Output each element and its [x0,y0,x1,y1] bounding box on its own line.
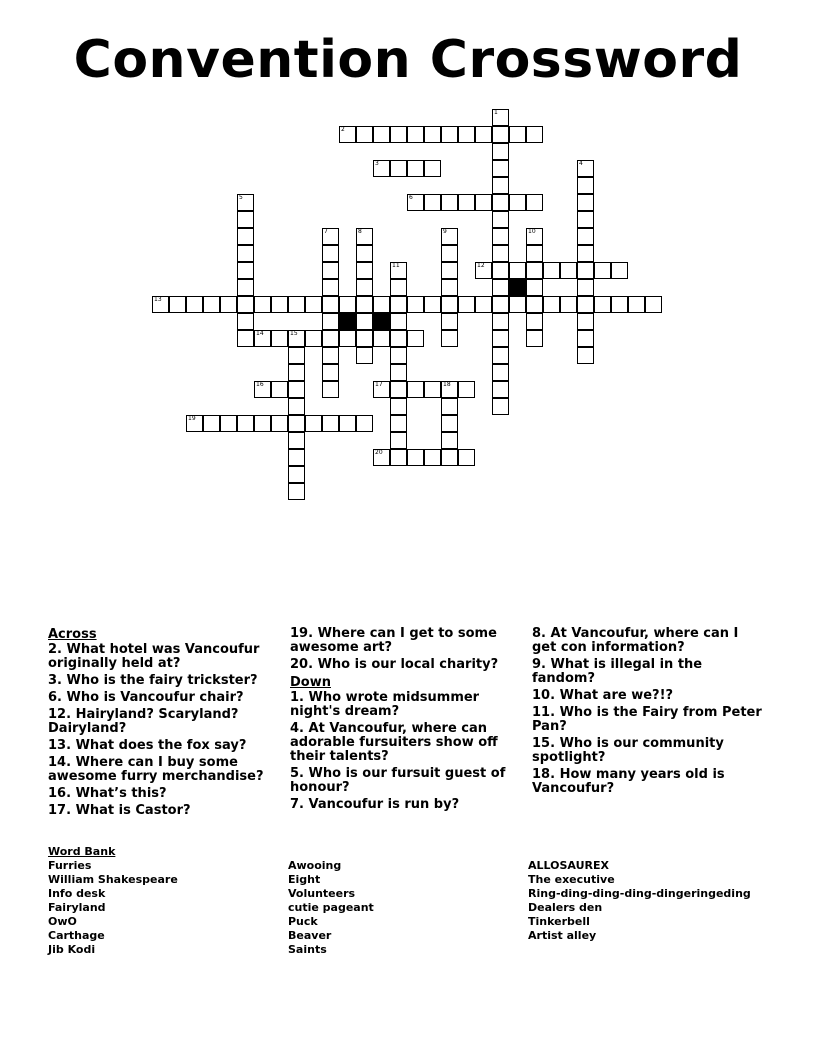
clue-number: 12 [477,262,485,269]
grid-cell[interactable] [305,415,322,432]
grid-cell[interactable] [237,228,254,245]
grid-cell[interactable] [305,296,322,313]
grid-cell[interactable] [492,398,509,415]
word-bank-entry: Fairyland [48,901,106,914]
clue-number: 7 [324,228,328,235]
grid-cell[interactable] [560,296,577,313]
clue-item [532,689,764,703]
grid-cell[interactable] [441,262,458,279]
grid-cell[interactable] [441,126,458,143]
clue-item [290,722,522,764]
clues-column-2 [290,627,522,815]
clue-text: At Vancoufur, where can I get con information? [532,626,739,655]
word-bank-column-1 [48,859,178,957]
clue-text: Who is the fairy trickster? [66,673,258,688]
word-bank-entry: Jib Kodi [48,943,96,956]
clue-text: Where can I buy some awesome furry merchandise? [48,755,264,784]
clue-number-label: 11. [532,705,560,720]
clue-number-label: 8. [532,626,551,641]
grid-cell[interactable] [577,279,594,296]
grid-cell[interactable] [237,313,254,330]
grid-cell[interactable] [322,245,339,262]
grid-cell[interactable] [594,296,611,313]
word-bank-entry: Tinkerbell [528,915,590,928]
grid-cell[interactable] [237,296,254,313]
grid-cell[interactable] [492,381,509,398]
grid-cell[interactable] [186,296,203,313]
grid-cell[interactable] [441,381,458,398]
clue-item [532,627,764,655]
grid-cell[interactable] [645,296,662,313]
word-bank-entry: Saints [288,943,327,956]
grid-cell[interactable] [390,296,407,313]
word-bank-entry: cutie pageant [288,901,374,914]
clue-item [290,627,522,655]
grid-cell[interactable] [492,330,509,347]
word-bank-entry: Puck [288,915,318,928]
grid-cell[interactable] [577,245,594,262]
grid-cell[interactable] [492,194,509,211]
grid-cell[interactable] [492,279,509,296]
grid-cell[interactable] [390,381,407,398]
grid-cell[interactable] [322,262,339,279]
grid-cell[interactable] [305,330,322,347]
grid-cell[interactable] [611,262,628,279]
clue-text: Hairyland? Scaryland? Dairyland? [48,707,239,736]
word-bank-entry: ALLOSAUREX [528,859,609,872]
black-cell [509,279,526,296]
grid-cell[interactable] [441,432,458,449]
grid-cell[interactable] [356,347,373,364]
grid-cell[interactable] [526,330,543,347]
grid-cell[interactable] [509,126,526,143]
grid-cell[interactable] [492,143,509,160]
grid-cell[interactable] [356,262,373,279]
word-bank-entry: William Shakespeare [48,873,178,886]
grid-cell[interactable] [203,415,220,432]
clue-text: At Vancoufur, where can adorable fursuiters show off their talents? [290,721,498,764]
grid-cell[interactable] [526,279,543,296]
grid-cell[interactable] [254,415,271,432]
grid-cell[interactable] [407,126,424,143]
grid-cell[interactable] [407,330,424,347]
grid-cell[interactable] [356,279,373,296]
grid-cell[interactable] [356,228,373,245]
grid-cell[interactable] [203,296,220,313]
grid-cell[interactable] [407,296,424,313]
grid-cell[interactable] [152,296,169,313]
grid-cell[interactable] [373,160,390,177]
clue-number-label: 3. [48,673,67,688]
word-bank-title: Word Bank [48,845,116,858]
black-cell [373,313,390,330]
grid-cell[interactable] [339,126,356,143]
grid-cell[interactable] [390,449,407,466]
page-title: Convention Crossword [73,30,743,90]
clue-item [48,756,280,784]
word-bank-entry: Beaver [288,929,332,942]
grid-cell[interactable] [288,449,305,466]
grid-cell[interactable] [254,330,271,347]
grid-cell[interactable] [356,126,373,143]
grid-cell[interactable] [492,245,509,262]
word-bank-column-2 [288,859,374,957]
clue-item [48,643,280,671]
grid-cell[interactable] [628,296,645,313]
grid-cell[interactable] [322,228,339,245]
grid-cell[interactable] [492,211,509,228]
grid-cell[interactable] [577,313,594,330]
grid-cell[interactable] [322,279,339,296]
clue-number-label: 16. [48,786,76,801]
clue-item [48,787,280,801]
grid-cell[interactable] [424,194,441,211]
grid-cell[interactable] [577,330,594,347]
grid-cell[interactable] [390,126,407,143]
grid-cell[interactable] [339,415,356,432]
grid-cell[interactable] [492,126,509,143]
word-bank-entry: Eight [288,873,321,886]
grid-cell[interactable] [424,126,441,143]
clue-item [48,739,280,753]
word-bank-entry: Awooing [288,859,342,872]
clue-item [532,737,764,765]
grid-cell[interactable] [475,296,492,313]
grid-cell[interactable] [509,262,526,279]
grid-cell[interactable] [356,330,373,347]
clue-text: What is Castor? [75,803,191,818]
grid-cell[interactable] [356,313,373,330]
grid-cell[interactable] [509,194,526,211]
clue-number: 18 [443,381,451,388]
clue-text: What is illegal in the fandom? [532,657,703,686]
grid-cell[interactable] [373,330,390,347]
grid-cell[interactable] [373,381,390,398]
word-bank-entry: Carthage [48,929,105,942]
clue-number: 4 [579,160,583,167]
grid-cell[interactable] [220,296,237,313]
grid-cell[interactable] [322,347,339,364]
grid-cell[interactable] [492,347,509,364]
grid-cell[interactable] [475,194,492,211]
grid-cell[interactable] [543,262,560,279]
grid-cell[interactable] [577,194,594,211]
grid-cell[interactable] [458,126,475,143]
grid-cell[interactable] [492,296,509,313]
grid-cell[interactable] [441,398,458,415]
clue-number-label: 1. [290,690,309,705]
clue-number-label: 12. [48,707,76,722]
grid-cell[interactable] [441,330,458,347]
grid-cell[interactable] [407,449,424,466]
grid-cell[interactable] [424,381,441,398]
clue-text: What are we?!? [559,688,674,703]
clue-text: Who wrote midsummer night's dream? [290,690,480,719]
grid-cell[interactable] [288,296,305,313]
grid-cell[interactable] [543,296,560,313]
clue-number-label: 6. [48,690,67,705]
grid-cell[interactable] [373,126,390,143]
grid-cell[interactable] [407,194,424,211]
grid-cell[interactable] [254,381,271,398]
grid-cell[interactable] [237,279,254,296]
grid-cell[interactable] [424,296,441,313]
clue-number: 11 [392,262,400,269]
grid-cell[interactable] [322,330,339,347]
clue-item [48,674,280,688]
grid-cell[interactable] [186,415,203,432]
grid-cell[interactable] [577,228,594,245]
clue-item [290,691,522,719]
black-cell [339,313,356,330]
grid-cell[interactable] [526,126,543,143]
clue-text: Who is Vancoufur chair? [66,690,244,705]
word-bank-entry: Volunteers [288,887,356,900]
clue-number: 2 [341,126,345,133]
grid-cell[interactable] [577,262,594,279]
grid-cell[interactable] [492,262,509,279]
clue-number: 16 [256,381,264,388]
clue-number-label: 14. [48,755,76,770]
grid-cell[interactable] [288,415,305,432]
word-bank-entry: Artist alley [528,929,597,942]
clue-text: What’s this? [75,786,167,801]
grid-cell[interactable] [560,262,577,279]
grid-cell[interactable] [492,160,509,177]
grid-cell[interactable] [220,415,237,432]
grid-cell[interactable] [441,245,458,262]
grid-cell[interactable] [458,449,475,466]
crossword-grid [0,0,816,520]
word-bank-column-3 [528,859,751,943]
grid-cell[interactable] [390,160,407,177]
clue-number: 19 [188,415,196,422]
grid-cell[interactable] [237,211,254,228]
grid-cell[interactable] [441,194,458,211]
clue-item [290,658,522,672]
grid-cell[interactable] [526,296,543,313]
grid-cell[interactable] [237,415,254,432]
grid-cell[interactable] [441,313,458,330]
clue-number-label: 9. [532,657,551,672]
grid-cell[interactable] [441,296,458,313]
grid-cell[interactable] [577,296,594,313]
grid-cell[interactable] [526,313,543,330]
clue-text: Who is our local charity? [317,657,499,672]
clue-item [532,768,764,796]
word-bank-entry: Info desk [48,887,106,900]
grid-cell[interactable] [373,449,390,466]
grid-cell[interactable] [492,313,509,330]
grid-cell[interactable] [611,296,628,313]
grid-cell[interactable] [424,160,441,177]
grid-cell[interactable] [594,262,611,279]
grid-cell[interactable] [322,313,339,330]
grid-cell[interactable] [492,364,509,381]
grid-cell[interactable] [577,347,594,364]
grid-cell[interactable] [526,262,543,279]
clue-number: 8 [358,228,362,235]
clue-item [48,691,280,705]
clue-number: 5 [239,194,243,201]
grid-cell[interactable] [458,381,475,398]
clue-item [48,804,280,818]
clue-number-label: 20. [290,657,318,672]
grid-cell[interactable] [441,279,458,296]
grid-cell[interactable] [271,381,288,398]
grid-cell[interactable] [441,415,458,432]
grid-cell[interactable] [492,109,509,126]
grid-cell[interactable] [526,194,543,211]
grid-cell[interactable] [390,432,407,449]
clue-number-label: 10. [532,688,560,703]
grid-cell[interactable] [424,449,441,466]
grid-cell[interactable] [288,483,305,500]
clue-item [532,706,764,734]
clue-number-label: 13. [48,738,76,753]
grid-cell[interactable] [458,296,475,313]
grid-cell[interactable] [271,330,288,347]
clue-number-label: 18. [532,767,560,782]
grid-cell[interactable] [475,126,492,143]
grid-cell[interactable] [373,296,390,313]
grid-cell[interactable] [322,381,339,398]
grid-cell[interactable] [288,398,305,415]
word-bank-entry: Ring-ding-ding-ding-dingeringeding [528,887,751,900]
grid-cell[interactable] [526,245,543,262]
clue-number: 15 [290,330,298,337]
grid-cell[interactable] [390,313,407,330]
clue-number-label: 4. [290,721,309,736]
grid-cell[interactable] [356,245,373,262]
grid-cell[interactable] [169,296,186,313]
grid-cell[interactable] [288,381,305,398]
clues-column-3 [532,627,764,799]
clue-text: Who is our fursuit guest of honour? [290,766,506,795]
grid-cell[interactable] [271,415,288,432]
clue-number: 1 [494,109,498,116]
grid-cell[interactable] [390,279,407,296]
grid-cell[interactable] [288,432,305,449]
grid-cell[interactable] [271,296,288,313]
grid-cell[interactable] [390,364,407,381]
grid-cell[interactable] [339,330,356,347]
clues-column-1 [48,627,280,821]
grid-cell[interactable] [458,194,475,211]
grid-cell[interactable] [390,347,407,364]
grid-cell[interactable] [509,296,526,313]
grid-cell[interactable] [288,347,305,364]
grid-cell[interactable] [390,330,407,347]
grid-cell[interactable] [322,296,339,313]
grid-cell[interactable] [441,228,458,245]
clue-number: 10 [528,228,536,235]
grid-cell[interactable] [390,262,407,279]
grid-cell[interactable] [475,262,492,279]
grid-cell[interactable] [492,228,509,245]
grid-cell[interactable] [492,177,509,194]
clue-text: What hotel was Vancoufur originally held at? [48,642,260,671]
across-heading: Across [48,627,97,642]
clue-item [48,708,280,736]
clue-number-label: 15. [532,736,560,751]
clue-number-label: 19. [290,626,318,641]
clue-number: 3 [375,160,379,167]
word-bank-entry: OwO [48,915,77,928]
clue-item [290,798,522,812]
clue-number: 14 [256,330,264,337]
clue-number: 9 [443,228,447,235]
clue-number: 17 [375,381,383,388]
word-bank-entry: The executive [528,873,615,886]
grid-cell[interactable] [390,398,407,415]
clue-number: 13 [154,296,162,303]
word-bank-entry: Dealers den [528,901,603,914]
down-heading: Down [290,675,331,690]
grid-cell[interactable] [441,449,458,466]
grid-cell[interactable] [288,364,305,381]
grid-cell[interactable] [322,364,339,381]
clue-text: What does the fox say? [75,738,247,753]
clue-text: Vancoufur is run by? [308,797,460,812]
clue-item [290,767,522,795]
clue-number: 20 [375,449,383,456]
grid-cell[interactable] [254,296,271,313]
clue-number-label: 2. [48,642,67,657]
grid-cell[interactable] [288,466,305,483]
grid-cell[interactable] [526,228,543,245]
clue-number-label: 7. [290,797,309,812]
grid-cell[interactable] [577,211,594,228]
grid-cell[interactable] [390,415,407,432]
clue-text: How many years old is Vancoufur? [532,767,725,796]
grid-cell[interactable] [577,177,594,194]
word-bank-entry: Furries [48,859,92,872]
grid-cell[interactable] [237,262,254,279]
clue-number: 6 [409,194,413,201]
grid-cell[interactable] [356,415,373,432]
grid-cell[interactable] [322,415,339,432]
grid-cell[interactable] [407,381,424,398]
grid-cell[interactable] [288,330,305,347]
clue-number-label: 17. [48,803,76,818]
clue-text: Who is the Fairy from Peter Pan? [532,705,762,734]
grid-cell[interactable] [577,160,594,177]
grid-cell[interactable] [407,160,424,177]
grid-cell[interactable] [339,296,356,313]
clue-text: Where can I get to some awesome art? [290,626,497,655]
clue-number-label: 5. [290,766,309,781]
grid-cell[interactable] [356,296,373,313]
clue-item [532,658,764,686]
grid-cell[interactable] [237,245,254,262]
grid-cell[interactable] [237,330,254,347]
clue-text: Who is our community spotlight? [532,736,724,765]
grid-cell[interactable] [237,194,254,211]
